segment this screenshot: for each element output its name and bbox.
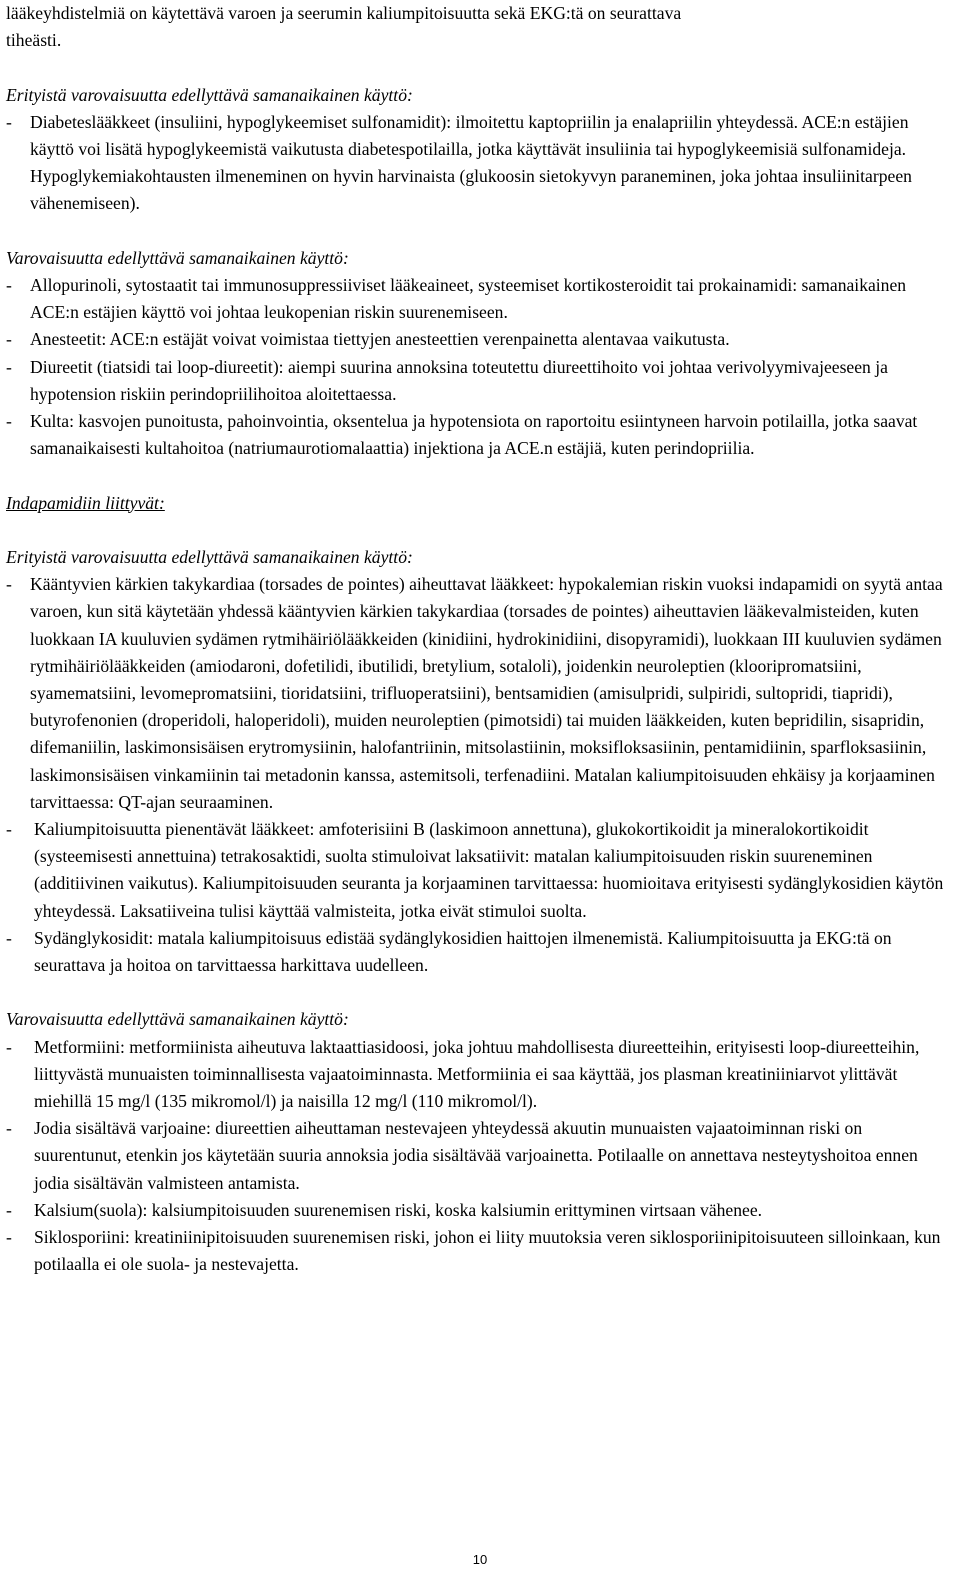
document-page (6, 0, 950, 1278)
page-number: 10 (472, 1552, 488, 1567)
list-item (6, 326, 950, 353)
list-item-text: Siklosporiini: kreatiniinipitoisuuden suurenemisen riski, johon ei liity muutoksia veren siklosporiinipitoisuuteen silloinkaan, kun potilaalla ei ole suola- ja nestevajetta. (34, 1227, 941, 1275)
list-item (6, 354, 950, 408)
list-item (6, 571, 950, 816)
intro-line: tiheästi. (6, 30, 62, 51)
list-dash: - (6, 329, 12, 350)
list-item (6, 1115, 950, 1197)
list-item-text: Kalsium(suola): kalsiumpitoisuuden suurenemisen riski, koska kalsiumin erittyminen virtsaan vähenee. (34, 1199, 763, 1220)
section-heading: Varovaisuutta edellyttävä samanaikainen käyttö: (6, 1009, 349, 1030)
list-dash: - (6, 1036, 12, 1057)
section-heading: Erityistä varovaisuutta edellyttävä samanaikainen käyttö: (6, 547, 413, 567)
list-item-text: Metformiini: metformiinista aiheutuva laktaattiasidoosi, joka johtuu mahdollisesta diureetteihin, erityisesti loop-diureetteihin, liittyvästä munuaisten toiminnallisesta vajaatoiminnasta. Metformiinia ei saa käyttää, jos plasman kreatiniiniarvot ylittävät miehillä 15 mg/l (135 mikromol/l) ja naisilla 12 mg/l (110 mikromol/l). (34, 1036, 920, 1112)
list-item (6, 925, 950, 979)
section-heading: Erityistä varovaisuutta edellyttävä samanaikainen käyttö: (6, 84, 413, 105)
section-heading: Varovaisuutta edellyttävä samanaikainen käyttö: (6, 247, 349, 268)
list-dash: - (6, 1227, 12, 1248)
list-item-text: Allopurinoli, sytostaatit tai immunosuppressiiviset lääkeaineet, systeemiset kortikosteroidit tai prokainamidi: samanaikainen ACE:n estäjien käyttö voi johtaa leukopenian riskin suurenemiseen. (30, 275, 907, 323)
list-dash: - (6, 1199, 12, 1220)
list-dash: - (6, 1118, 12, 1139)
list-dash: - (6, 574, 12, 595)
list-item (6, 816, 950, 925)
list-item (6, 1197, 950, 1224)
list-item-text: Anesteetit: ACE:n estäjät voivat voimistaa tiettyjen anesteettien verenpainetta alentavaa vaikutusta. (30, 329, 730, 350)
list-item-text: Diureetit (tiatsidi tai loop-diureetit): aiempi suurina annoksina toteutettu diureettihoito voi johtaa verivolyymivajeeseen ja hypotension riskiin perindopriilihoitoa aloitettaessa. (30, 356, 888, 404)
list-item-text: Kaliumpitoisuutta pienentävät lääkkeet: amfoterisiini B (laskimoon annettuna), glukokortikoidit ja mineralokortikoidit (systeemisesti annettuina) tetrakosaktidi, suolta stimuloivat laksatiivit: matalan kaliumpitoisuuden riskin suureneminen (additiivinen vaikutus). Kaliumpitoisuuden seuranta ja korjaaminen tarvittaessa: huomioitava erityisesti sydänglykosidien käytön yhteydessä. Laksatiiveina tulisi käyttää valmisteita, jotka eivät stimuloi suolta. (34, 819, 944, 921)
intro-line: lääkeyhdistelmiä on käytettävä varoen ja seerumin kaliumpitoisuutta sekä EKG:tä on seurattava (6, 3, 682, 23)
list-item-text: Kulta: kasvojen punoitusta, pahoinvointia, oksentelua ja hypotensiota on raportoitu esiintyneen harvoin potilailla, jotka saavat samanaikaisesti kultahoitoa (natriumaurotiomalaattia) injektiona ja ACE.n estäjiä, kuten perindopriilia. (30, 411, 918, 459)
subsection-title: Indapamidiin liittyvät: (6, 492, 165, 513)
list-item (6, 408, 950, 462)
list-item (6, 1034, 950, 1116)
list-item-text: Diabeteslääkkeet (insuliini, hypoglykeemiset sulfonamidit): ilmoitettu kaptopriilin ja enalapriilin yhteydessä. ACE:n estäjien käyttö voi lisätä hypoglykeemistä vaikutusta diabetespotilailla, jotka käyttävät insuliinia tai hypoglykeemisiä sulfonamideja. Hypoglykemiakohtausten ilmeneminen on hyvin harvinaista (glukoosin sietokyvyn paraneminen, joka johtaa insuliinitarpeen vähenemiseen). (30, 111, 912, 214)
list-item-text: Jodia sisältävä varjoaine: diureettien aiheuttaman nestevajeen yhteydessä akuutin munuaisten vajaatoiminnan riski on suurentunut, etenkin jos käytetään suuria annoksia jodia sisältävää varjoainetta. Potilaalle on annettava nesteytyshoitoa ennen jodia sisältävän valmisteen antamista. (34, 1118, 918, 1193)
list-dash: - (6, 356, 12, 377)
list-item (6, 1224, 950, 1278)
list-item-text: Kääntyvien kärkien takykardiaa (torsades de pointes) aiheuttavat lääkkeet: hypokalemian riskin vuoksi indapamidi on syytä antaa varoen, kun sitä käytetään yhdessä kääntyvien kärkien takykardiaa (torsades de pointes) aiheuttavien lääkevalmisteiden, kuten luokkaan IA kuuluvien sydämen rytmihäiriölääkkeiden (kinidiini, hydrokinidiini, disopyramidi), luokkaan III kuuluvien sydämen rytmihäiriölääkkeiden (amiodaroni, dofetilidi, ibutilidi, bretylium, sotaloli), joidenkin neuroleptien (klooripromatsiini, syamematsiini, levomepromatsiini, tioridatsiini, trifluoperatsiini), bentsamidien (amisulpridi, sulpiridi, sultopridi, tiapridi), butyrofenonien (droperidoli, haloperidoli), muiden neuroleptien (pimotsidi) tai muiden lääkkeiden, kuten bepridilin, sisapridin, difemaniilin, laskimonsisäisen erytromysiinin, halofantriinin, mitsolastiinin, moksifloksasiinin, pentamidiinin, sparfloksasiinin, laskimonsisäisen vinkamiinin tai metadonin kanssa, astemitsoli, terfenadiini. Matalan kaliumpitoisuuden ehkäisy ja korjaaminen tarvittaessa: QT-ajan seuraaminen. (30, 574, 943, 812)
list-item (6, 272, 950, 326)
list-item (6, 109, 950, 218)
list-dash: - (6, 275, 12, 295)
list-dash: - (6, 411, 12, 432)
list-dash: - (6, 819, 12, 840)
list-item-text: Sydänglykosidit: matala kaliumpitoisuus edistää sydänglykosidien haittojen ilmenemistä. Kaliumpitoisuutta ja EKG:tä on seurattava ja hoitoa on tarvittaessa harkittava uudelleen. (34, 927, 892, 976)
list-dash: - (6, 111, 12, 132)
list-dash: - (6, 927, 12, 948)
